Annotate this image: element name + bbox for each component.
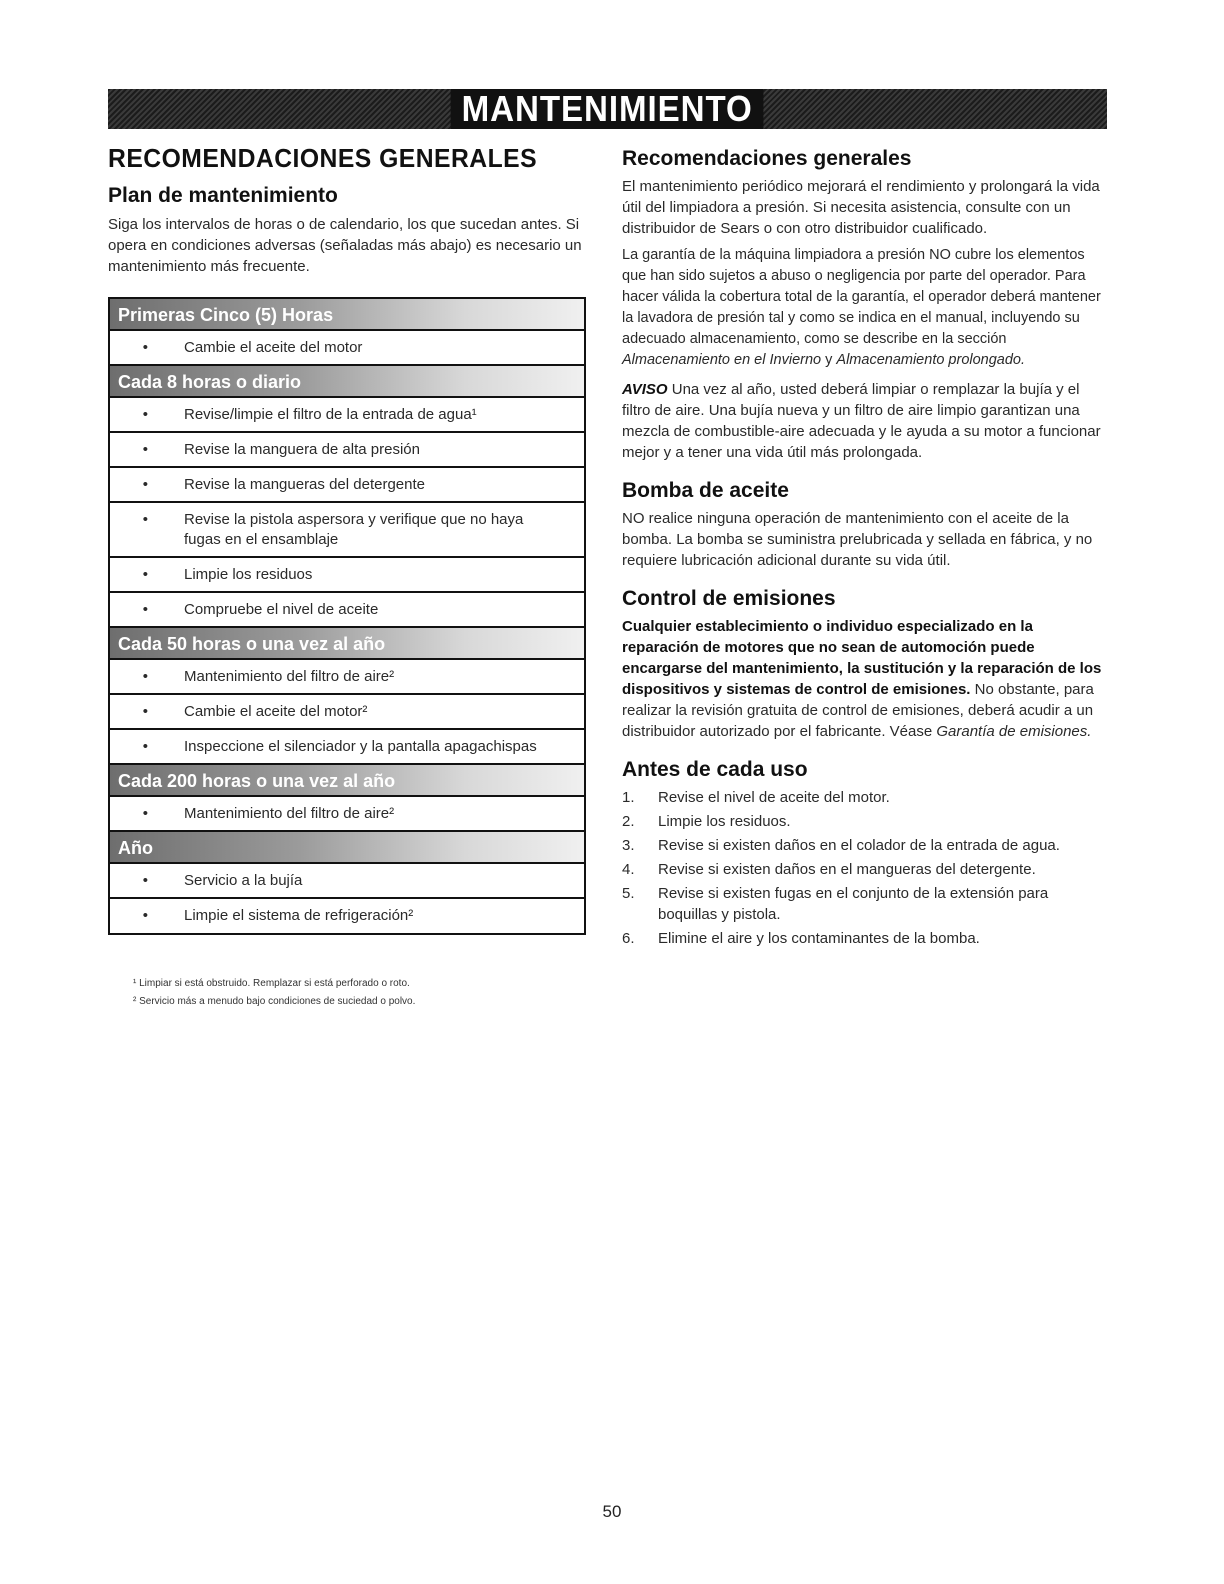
schedule-row (110, 730, 584, 765)
schedule-item: Mantenimiento del filtro de aire² (184, 805, 395, 822)
step-number: 4. (622, 861, 635, 878)
schedule-item: Limpie el sistema de refrigeración² (184, 907, 414, 924)
list-item (622, 928, 1106, 949)
schedule-item: Limpie los residuos (184, 566, 313, 583)
list-item (622, 859, 1106, 880)
footnote-2: ² Servicio más a menudo bajo condiciones de suciedad o polvo. (133, 996, 416, 1007)
schedule-item: Revise la pistola aspersora y verifique que no haya fugas en el ensamblaje (184, 511, 524, 548)
schedule-item: Cambie el aceite del motor (184, 339, 363, 356)
step-text: Revise si existen daños en el mangueras del detergente. (658, 861, 1036, 878)
schedule-header: Cada 8 horas o diario (110, 366, 584, 398)
list-item (622, 835, 1106, 856)
schedule-item: Revise la manguera de alta presión (184, 441, 420, 458)
bullet: • (142, 907, 148, 924)
schedule-item: Servicio a la bujía (184, 872, 303, 889)
plan-section (108, 184, 590, 277)
schedule-row (110, 398, 584, 433)
bullet: • (142, 476, 148, 493)
step-number: 2. (622, 813, 635, 830)
step-number: 5. (622, 885, 635, 902)
step-text: Revise si existen fugas en el conjunto de la extensión para boquillas y pistola. (658, 885, 1049, 923)
before-use-steps (622, 787, 1106, 949)
schedule-item: Mantenimiento del filtro de aire² (184, 668, 395, 685)
list-item (622, 787, 1106, 808)
schedule-row (110, 899, 584, 933)
schedule-item: Cambie el aceite del motor² (184, 703, 368, 720)
bullet: • (142, 668, 148, 685)
list-item (622, 883, 1106, 925)
schedule-header: Año (110, 832, 584, 864)
bullet: • (142, 441, 148, 458)
schedule-item: Inspeccione el silenciador y la pantalla apagachispas (184, 738, 537, 755)
schedule-row (110, 468, 584, 503)
step-text: Limpie los residuos. (658, 813, 791, 830)
schedule-row (110, 503, 584, 558)
schedule-header: Cada 200 horas o una vez al año (110, 765, 584, 797)
warranty-text: La garantía de la máquina limpiadora a presión NO cubre los elementos que han sido sujetos a abuso o negligencia por parte del operador. Para hacer válida la cobertura total de la garantía, el operador deberá mantener la lavadora de presión tal y como se indica en el manual, incluyendo su adecuado almacenamiento, como se describe en la sección (622, 247, 1101, 347)
schedule-row (110, 331, 584, 366)
schedule-row (110, 558, 584, 593)
right-column (622, 147, 1106, 952)
step-text: Revise el nivel de aceite del motor. (658, 789, 890, 806)
emissions-heading: Control de emisiones (622, 587, 836, 610)
bullet: • (142, 703, 148, 720)
step-text: Revise si existen daños en el colador de la entrada de agua. (658, 837, 1060, 854)
bullet: • (142, 406, 148, 423)
schedule-row (110, 695, 584, 730)
plan-heading: Plan de mantenimiento (108, 184, 338, 207)
footnote-1: ¹ Limpiar si está obstruido. Remplazar si está perforado o roto. (133, 978, 410, 989)
bullet: • (142, 601, 148, 618)
recommendations-text-1: El mantenimiento periódico mejorará el rendimiento y prolongará la vida útil del limpiadora a presión. Si necesita asistencia, consulte con un distribuidor de Sears o con otro distribuidor cualificado. (622, 178, 1100, 237)
emissions-warranty-ref: Garantía de emisiones. (936, 723, 1092, 740)
bullet: • (142, 339, 148, 356)
schedule-item: Compruebe el nivel de aceite (184, 601, 379, 618)
winter-storage-ref: Almacenamiento en el Invierno (622, 352, 822, 368)
schedule-header: Cada 50 horas o una vez al año (110, 628, 584, 660)
oil-pump-heading: Bomba de aceite (622, 479, 789, 502)
oil-pump-text: NO realice ninguna operación de mantenimiento con el aceite de la bomba. La bomba se suministra prelubricada y sellada en fábrica, y no requiere lubricación adicional durante su vida útil. (622, 510, 1093, 569)
schedule-item: Revise la mangueras del detergente (184, 476, 425, 493)
main-title: RECOMENDACIONES GENERALES (108, 143, 538, 173)
schedule-header: Primeras Cinco (5) Horas (110, 299, 584, 331)
footnotes (133, 975, 415, 1011)
banner-title: MANTENIMIENTO (451, 89, 764, 129)
schedule-row (110, 864, 584, 899)
emissions-bold-text: Cualquier establecimiento o individuo especializado en la reparación de motores que no sean de automoción puede encargarse del mantenimiento, la sustitución y la reparación de los dispositivos y sistemas de control de emisiones. (622, 618, 1102, 698)
bullet: • (142, 805, 148, 822)
notice-text (622, 379, 1106, 463)
schedule-row (110, 433, 584, 468)
list-item (622, 811, 1106, 832)
notice-body: Una vez al año, usted deberá limpiar o remplazar la bujía y el filtro de aire. Una bujía nueva y un filtro de aire limpio garantizan una mezcla de combustible-aire adecuada y le ayuda a su motor a funcionar mejor y a tener una vida útil más prolongada. (622, 381, 1101, 461)
step-number: 6. (622, 930, 635, 947)
conj-text: y (821, 352, 837, 368)
schedule-row (110, 660, 584, 695)
before-use-heading: Antes de cada uso (622, 758, 808, 781)
step-number: 3. (622, 837, 635, 854)
long-storage-ref: Almacenamiento prolongado. (836, 352, 1026, 368)
bullet: • (142, 872, 148, 889)
bullet: • (142, 511, 148, 528)
section-banner (108, 89, 1107, 129)
schedule-item: Revise/limpie el filtro de la entrada de agua¹ (184, 406, 477, 423)
notice-label: AVISO (622, 381, 668, 398)
bullet: • (142, 566, 148, 583)
schedule-row (110, 593, 584, 628)
maintenance-schedule-table (108, 297, 586, 935)
emissions-body: No obstante, para realizar la revisión gratuita de control de emisiones, deberá acudir a un distribuidor autorizado por el fabricante. Véase (622, 681, 1094, 740)
bullet: • (142, 738, 148, 755)
plan-text: Siga los intervalos de horas o de calendario, los que sucedan antes. Si opera en condiciones adversas (señaladas más abajo) es necesario un mantenimiento más frecuente. (108, 216, 582, 275)
emissions-text (622, 616, 1106, 742)
recommendations-heading: Recomendaciones generales (622, 147, 912, 170)
schedule-row (110, 797, 584, 832)
step-number: 1. (622, 789, 635, 806)
step-text: Elimine el aire y los contaminantes de la bomba. (658, 930, 980, 947)
page-number: 50 (602, 1502, 622, 1521)
recommendations-text-2 (622, 245, 1106, 371)
